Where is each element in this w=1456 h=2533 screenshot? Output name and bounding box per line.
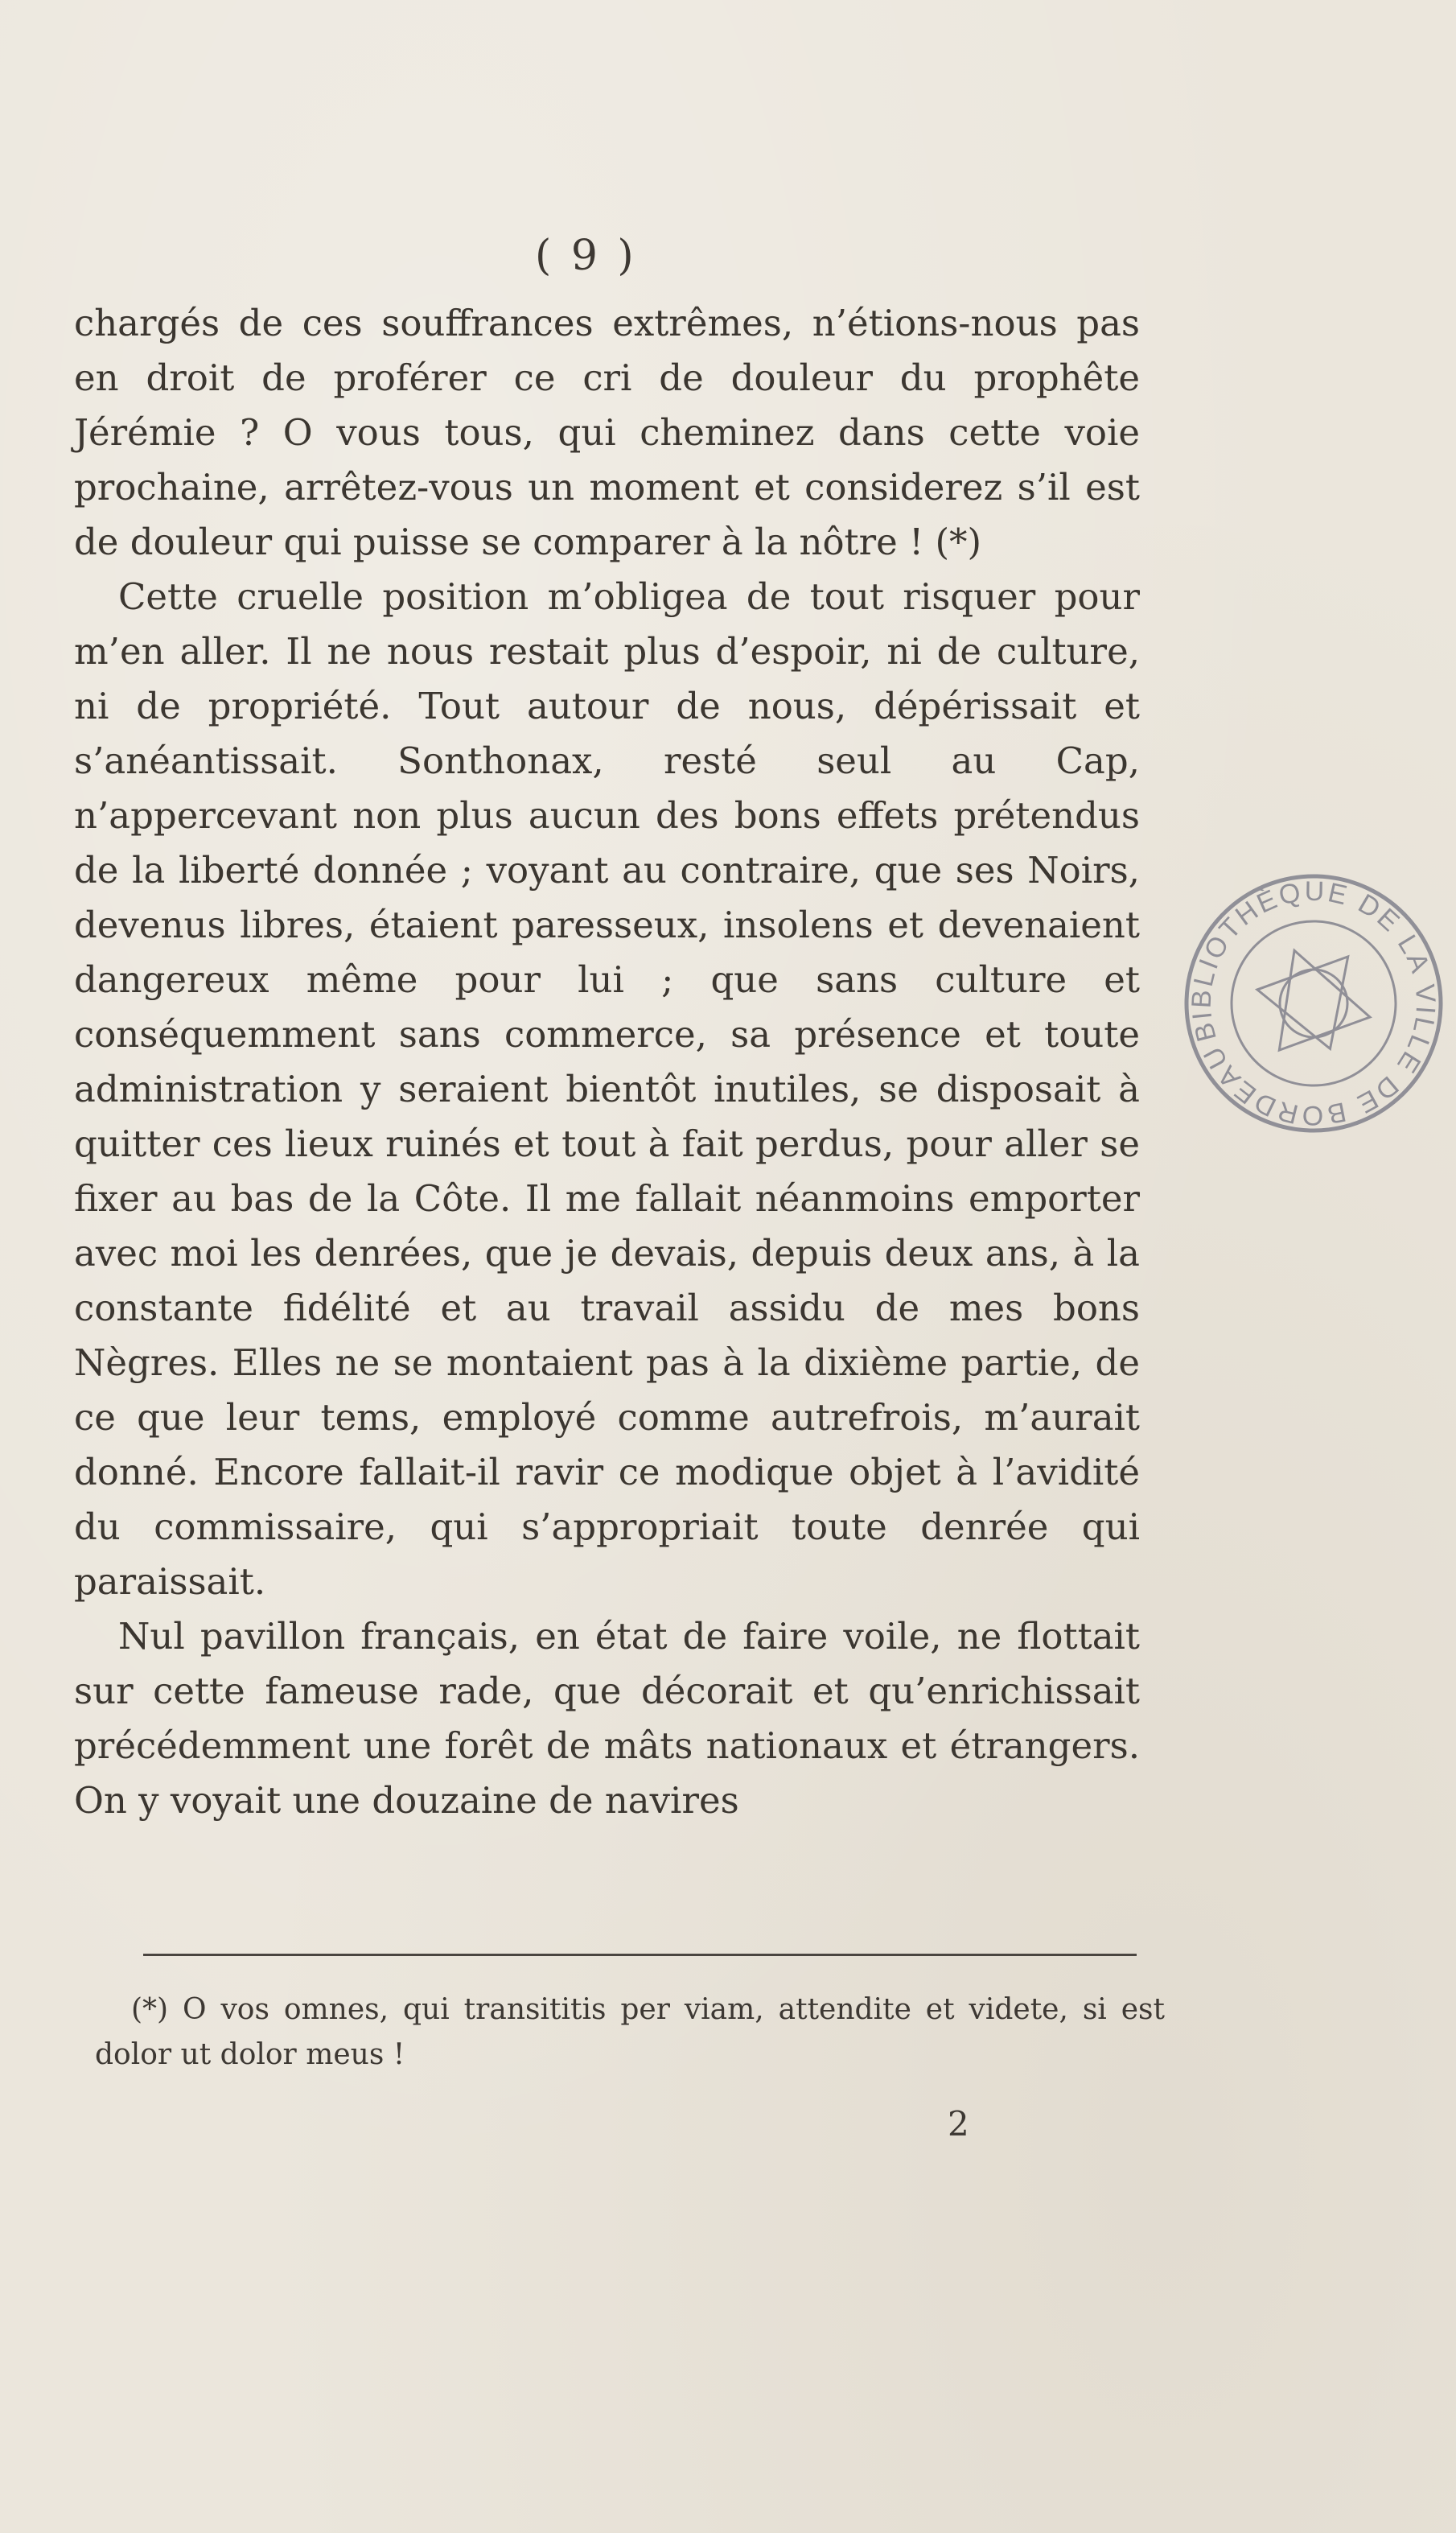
svg-text:BIBLIOTHÈQUE DE LA VILLE DE BO xyxy=(1181,871,1446,1136)
paragraph: Cette cruelle position m’obligea de tout risquer pour m’en aller. Il ne nous restait plus d’espoir, ni de culture, ni de propriété. Tout autour de nous, dépérissait et s’anéantissait. Sonthonax, resté seul au Cap, n’appercevant non plus aucun des bons effets prétendus de la liberté donnée ; voyant au contraire, que ses Noirs, devenus libres, étaient paresseux, insolens et devenaient dangereux même pour lui ; que sans culture et conséquemment sans commerce, sa présence et toute administration y seraient bientôt inutiles, se disposait à quitter ces lieux ruinés et tout à fait perdus, pour aller se fixer au bas de la Côte. Il me fallait néanmoins emporter avec moi les denrées, que je devais, depuis deux ans, à la constante fidélité et au travail assidu de mes bons Nègres. Elles ne se montaient pas à la dixième partie, de ce que leur tems, employé comme autrefrois, m’aurait donné. Encore fallait-il ravir ce modique objet à l’avidité du commissaire, qui s’appropriait toute denrée qui paraissait. xyxy=(74,575,1140,1603)
page-number: ( 9 ) xyxy=(535,232,637,280)
stamp-text: BIBLIOTHÈQUE DE LA VILLE DE BORDEAUX xyxy=(1186,875,1442,1131)
footnote-rule xyxy=(143,1954,1137,1956)
stamp-emblem xyxy=(1249,934,1376,1065)
body-text xyxy=(74,296,1140,1828)
footnote: (*) O vos omnes, qui transititis per viam, attendite et videte, si est dolor ut dolor meus ! xyxy=(95,1993,1165,2071)
signature-mark: 2 xyxy=(948,2104,969,2144)
library-stamp xyxy=(1181,871,1446,1136)
paragraph: chargés de ces souffrances extrêmes, n’étions-nous pas en droit de proférer ce cri de douleur du prophête Jérémie ? O vous tous, qui cheminez dans cette voie prochaine, arrêtez-vous un moment et considerez s’il est de douleur qui puisse se comparer à la nôtre ! (*) xyxy=(74,302,1140,563)
paragraph: Nul pavillon français, en état de faire voile, ne flottait sur cette fameuse rade, que décorait et qu’enrichissait précédemment une forêt de mâts nationaux et étrangers. On y voyait une douzaine de navires xyxy=(74,1615,1140,1822)
